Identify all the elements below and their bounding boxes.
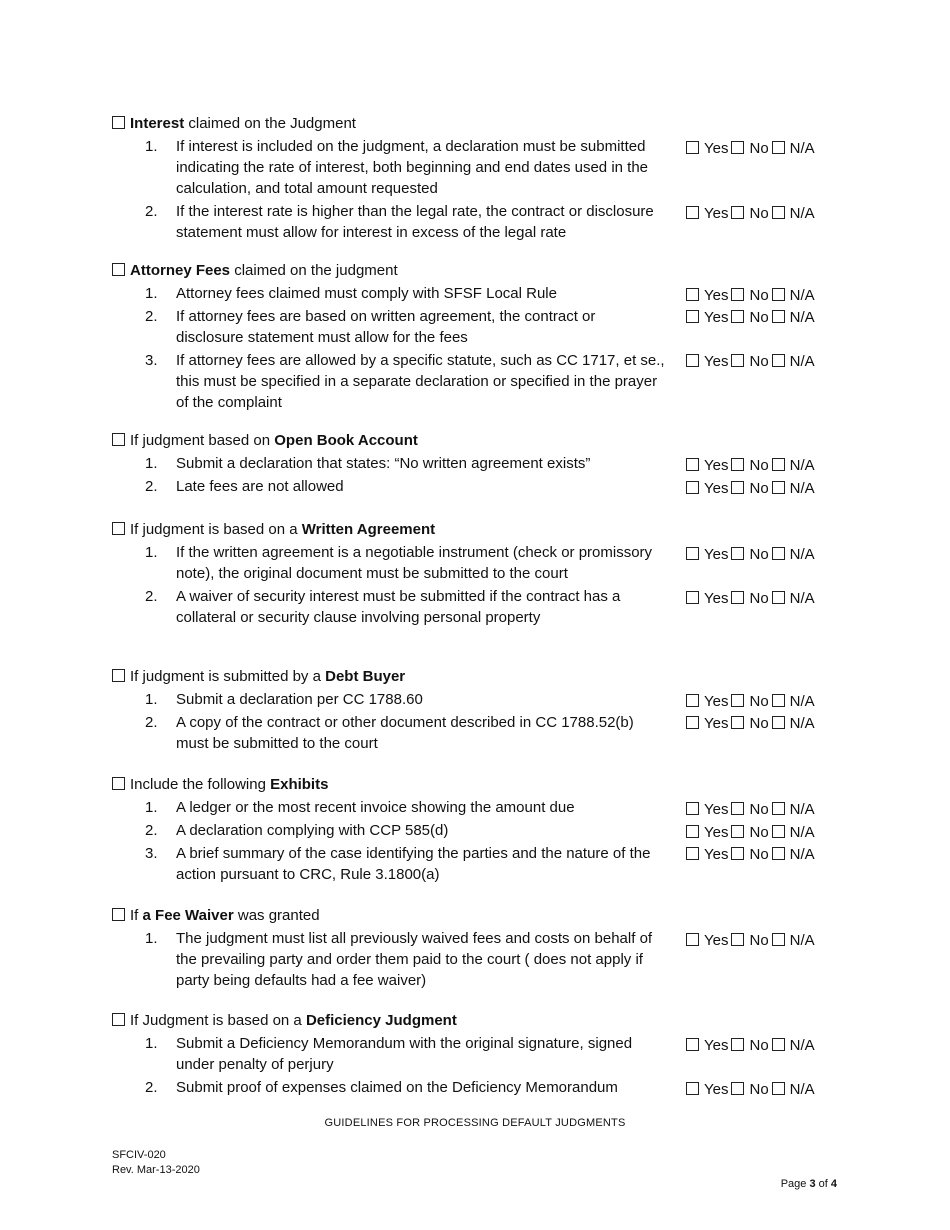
- section-header: Interest claimed on the Judgment: [112, 114, 832, 134]
- answer-options: Yes No N/A: [686, 799, 818, 820]
- section-header: Attorney Fees claimed on the judgment: [112, 261, 832, 281]
- section-debt-buyer: [112, 667, 832, 754]
- list-item: 1. If interest is included on the judgment, a declaration must be submitted indicating the rate of interest, both beginning and end dates used in the calculation, and total amount requested Yes No N/A: [112, 136, 832, 199]
- yes-checkbox[interactable]: [686, 1038, 699, 1051]
- na-checkbox[interactable]: [772, 206, 785, 219]
- section-attorney-fees: [112, 261, 832, 413]
- no-checkbox[interactable]: [731, 288, 744, 301]
- yes-checkbox[interactable]: [686, 802, 699, 815]
- section-interest: [112, 114, 832, 243]
- list-item: 1. If the written agreement is a negotiable instrument (check or promissory note), the original document must be submitted to the court Yes No N/A: [112, 542, 832, 584]
- section-checkbox[interactable]: [112, 522, 125, 535]
- section-checkbox[interactable]: [112, 263, 125, 276]
- answer-options: Yes No N/A: [686, 478, 818, 499]
- answer-options: Yes No N/A: [686, 713, 818, 734]
- na-checkbox[interactable]: [772, 481, 785, 494]
- no-checkbox[interactable]: [731, 354, 744, 367]
- form-revision: Rev. Mar-13-2020: [112, 1164, 200, 1176]
- na-checkbox[interactable]: [772, 141, 785, 154]
- form-id: SFCIV-020: [112, 1149, 166, 1161]
- yes-checkbox[interactable]: [686, 1082, 699, 1095]
- answer-options: Yes No N/A: [686, 351, 818, 372]
- form-identifier: [112, 1148, 200, 1178]
- na-checkbox[interactable]: [772, 458, 785, 471]
- answer-options: Yes No N/A: [686, 691, 818, 712]
- no-checkbox[interactable]: [731, 141, 744, 154]
- answer-options: Yes No N/A: [686, 930, 818, 951]
- na-checkbox[interactable]: [772, 847, 785, 860]
- answer-options: Yes No N/A: [686, 307, 818, 328]
- yes-checkbox[interactable]: [686, 458, 699, 471]
- na-checkbox[interactable]: [772, 591, 785, 604]
- answer-options: Yes No N/A: [686, 1079, 818, 1100]
- na-checkbox[interactable]: [772, 716, 785, 729]
- list-item: 1. Submit a declaration that states: “No written agreement exists” Yes No N/A: [112, 453, 832, 474]
- answer-options: Yes No N/A: [686, 455, 818, 476]
- section-open-book-account: [112, 431, 832, 497]
- footer-title: GUIDELINES FOR PROCESSING DEFAULT JUDGMENTS: [324, 1117, 626, 1129]
- no-checkbox[interactable]: [731, 206, 744, 219]
- no-checkbox[interactable]: [731, 547, 744, 560]
- list-item: 2. If the interest rate is higher than the legal rate, the contract or disclosure statement must allow for interest in excess of the legal rate Yes No N/A: [112, 201, 832, 243]
- section-checkbox[interactable]: [112, 433, 125, 446]
- list-item: 3. A brief summary of the case identifying the parties and the nature of the action pursuant to CRC, Rule 3.1800(a) Yes No N/A: [112, 843, 832, 885]
- section-header: If a Fee Waiver was granted: [112, 906, 832, 926]
- list-item: 1. Submit a declaration per CC 1788.60 Yes No N/A: [112, 689, 832, 710]
- list-item: 1. Attorney fees claimed must comply with SFSF Local Rule Yes No N/A: [112, 283, 832, 304]
- yes-checkbox[interactable]: [686, 310, 699, 323]
- no-checkbox[interactable]: [731, 802, 744, 815]
- section-fee-waiver: [112, 906, 832, 991]
- section-header: If judgment is submitted by a Debt Buyer: [112, 667, 832, 687]
- section-deficiency-judgment: [112, 1011, 832, 1098]
- list-item: 1. Submit a Deficiency Memorandum with the original signature, signed under penalty of perjury Yes No N/A: [112, 1033, 832, 1075]
- na-checkbox[interactable]: [772, 547, 785, 560]
- answer-options: Yes No N/A: [686, 138, 818, 159]
- yes-checkbox[interactable]: [686, 591, 699, 604]
- answer-options: Yes No N/A: [686, 203, 818, 224]
- page-number: Page 3 of 4: [780, 1178, 837, 1190]
- yes-checkbox[interactable]: [686, 847, 699, 860]
- no-checkbox[interactable]: [731, 694, 744, 707]
- list-item: 2. A copy of the contract or other document described in CC 1788.52(b) must be submitted to the court Yes No N/A: [112, 712, 832, 754]
- section-checkbox[interactable]: [112, 669, 125, 682]
- no-checkbox[interactable]: [731, 458, 744, 471]
- list-item: 2. A declaration complying with CCP 585(d) Yes No N/A: [112, 820, 832, 841]
- na-checkbox[interactable]: [772, 933, 785, 946]
- no-checkbox[interactable]: [731, 481, 744, 494]
- na-checkbox[interactable]: [772, 1082, 785, 1095]
- answer-options: Yes No N/A: [686, 544, 818, 565]
- section-header: Include the following Exhibits: [112, 775, 832, 795]
- section-checkbox[interactable]: [112, 116, 125, 129]
- answer-options: Yes No N/A: [686, 588, 818, 609]
- no-checkbox[interactable]: [731, 933, 744, 946]
- section-exhibits: [112, 775, 832, 885]
- no-checkbox[interactable]: [731, 1082, 744, 1095]
- list-item: 1. The judgment must list all previously waived fees and costs on behalf of the prevailing party and order them paid to the court ( does not apply if party being defaults had a fee waiver) Yes No N/A: [112, 928, 832, 991]
- list-item: 1. A ledger or the most recent invoice showing the amount due Yes No N/A: [112, 797, 832, 818]
- section-checkbox[interactable]: [112, 777, 125, 790]
- list-item: 2. Late fees are not allowed Yes No N/A: [112, 476, 832, 497]
- no-checkbox[interactable]: [731, 825, 744, 838]
- yes-checkbox[interactable]: [686, 206, 699, 219]
- no-checkbox[interactable]: [731, 591, 744, 604]
- na-checkbox[interactable]: [772, 310, 785, 323]
- no-checkbox[interactable]: [731, 716, 744, 729]
- section-written-agreement: [112, 520, 832, 628]
- list-item: 2. Submit proof of expenses claimed on the Deficiency Memorandum Yes No N/A: [112, 1077, 832, 1098]
- yes-checkbox[interactable]: [686, 933, 699, 946]
- na-checkbox[interactable]: [772, 802, 785, 815]
- yes-checkbox[interactable]: [686, 354, 699, 367]
- answer-options: Yes No N/A: [686, 285, 818, 306]
- yes-checkbox[interactable]: [686, 547, 699, 560]
- section-checkbox[interactable]: [112, 1013, 125, 1026]
- no-checkbox[interactable]: [731, 310, 744, 323]
- section-header: If judgment based on Open Book Account: [112, 431, 832, 451]
- yes-checkbox[interactable]: [686, 825, 699, 838]
- yes-checkbox[interactable]: [686, 141, 699, 154]
- yes-checkbox[interactable]: [686, 288, 699, 301]
- list-item: 2. If attorney fees are based on written agreement, the contract or disclosure statement must allow for the fees Yes No N/A: [112, 306, 832, 348]
- na-checkbox[interactable]: [772, 288, 785, 301]
- yes-checkbox[interactable]: [686, 481, 699, 494]
- na-checkbox[interactable]: [772, 825, 785, 838]
- section-header: If Judgment is based on a Deficiency Judgment: [112, 1011, 832, 1031]
- no-checkbox[interactable]: [731, 847, 744, 860]
- na-checkbox[interactable]: [772, 354, 785, 367]
- list-item: 3. If attorney fees are allowed by a specific statute, such as CC 1717, et se., this must be specified in a separate declaration or specified in the prayer of the complaint Yes No N/A: [112, 350, 832, 413]
- answer-options: Yes No N/A: [686, 844, 818, 865]
- yes-checkbox[interactable]: [686, 716, 699, 729]
- na-checkbox[interactable]: [772, 694, 785, 707]
- section-header: If judgment is based on a Written Agreement: [112, 520, 832, 540]
- answer-options: Yes No N/A: [686, 1035, 818, 1056]
- answer-options: Yes No N/A: [686, 822, 818, 843]
- yes-checkbox[interactable]: [686, 694, 699, 707]
- no-checkbox[interactable]: [731, 1038, 744, 1051]
- list-item: 2. A waiver of security interest must be submitted if the contract has a collateral or security clause involving personal property Yes No N/A: [112, 586, 832, 628]
- na-checkbox[interactable]: [772, 1038, 785, 1051]
- section-checkbox[interactable]: [112, 908, 125, 921]
